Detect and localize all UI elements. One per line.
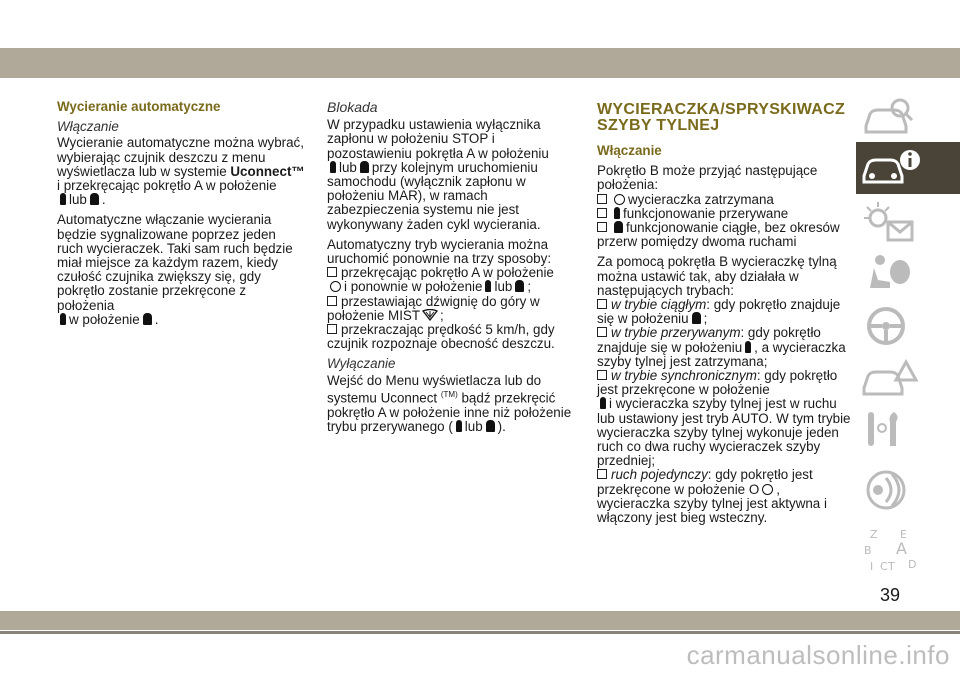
page-number: 39	[879, 585, 901, 605]
auto-blade-icon	[456, 420, 462, 432]
multimedia-icon[interactable]	[856, 464, 960, 516]
car-info-icon[interactable]	[856, 142, 960, 194]
list-item: w trybie przerywanym: gdy pokrętło znajduje się w położeniu , a wycieraczka szyby tylnej jest zatrzymana;	[597, 325, 846, 369]
list-item: przekręcając pokrętło A w położenie i ponownie w położenie lub ;	[327, 266, 577, 294]
index-letter-i: I	[870, 560, 874, 573]
bullet-box-icon	[597, 469, 607, 479]
auto-block-icon	[90, 193, 99, 205]
section-heading: Blokada	[327, 99, 378, 115]
section-heading: WYCIERACZKA/SPRYSKIWACZ SZYBY TYLNEJ	[597, 101, 846, 134]
mist-icon	[422, 309, 438, 321]
index-letter-z: Z	[870, 528, 878, 541]
index-letter-a: A	[896, 539, 907, 558]
list-item: funkcjonowanie ciągłe, bez okresów przerw pomiędzy dwoma ruchami	[597, 220, 840, 250]
warning-light-icon[interactable]	[856, 196, 960, 248]
auto-blade-icon	[60, 193, 66, 205]
bullet-box-icon	[327, 324, 337, 334]
tools-icon[interactable]	[856, 404, 960, 456]
bullet-box-icon	[597, 194, 607, 204]
blade-icon	[614, 207, 620, 219]
off-ring-icon	[762, 484, 773, 495]
paragraph: Automatyczne włączanie wycierania będzie sygnalizowane poprzez jeden ruch wycieraczek. Taki sam ruch będzie miał miejsce za każdym razem, kiedy czułość czujnika zwiększy się, gdy pokrętło zostanie przekręcone z położenia w położenie .	[57, 212, 293, 327]
index-letter-t: T	[888, 560, 895, 573]
off-ring-icon	[330, 281, 341, 292]
bullet-box-icon	[597, 222, 607, 232]
subheading: Włączanie	[597, 143, 662, 158]
index-letter-e: E	[900, 528, 907, 541]
blade-icon	[745, 341, 751, 353]
paragraph: W przypadku ustawienia wyłącznika zapłonu w położeniu STOP i pozostawieniu pokrętła A w położeniu lub przy kolejnym uruchomieniu samochodu (wyłącznik zapłonu w położeniu MAR), w ramach zabezpieczenia systemu nie jest wykonywany żaden cykl wycierania.	[327, 117, 549, 232]
car-search-icon[interactable]	[856, 92, 960, 144]
bullet-box-icon	[597, 208, 607, 218]
off-ring-icon	[614, 194, 625, 205]
auto-block-icon	[360, 161, 369, 173]
subheading: Włączanie	[57, 119, 119, 135]
subheading: Wyłączanie	[327, 356, 396, 372]
bullet-box-icon	[597, 370, 607, 380]
watermark: carmanualsonline.info	[686, 640, 950, 670]
list-item: funkcjonowanie przerywane	[597, 207, 851, 221]
block-icon	[614, 221, 623, 233]
steering-wheel-icon[interactable]	[856, 300, 960, 352]
auto-blade-icon	[485, 280, 491, 292]
brand-name: Uconnect™	[230, 163, 305, 179]
column-left	[57, 100, 305, 333]
list-item: przestawiając dźwignię do góry w położenie MIST ;	[327, 293, 540, 323]
paragraph: Wejść do Menu wyświetlacza lub do systemu Uconnect $^{(TM)}$ bądź przekręcić pokrętło A w położenie inne niż położenie trybu przerywanego ( lub ).	[327, 372, 572, 434]
bullet-box-icon	[327, 267, 337, 277]
list-item: w trybie ciągłym: gdy pokrętło znajduje się w położeniu ;	[597, 297, 841, 327]
blade-icon	[600, 397, 606, 409]
top-band	[0, 48, 960, 78]
paragraph: Pokrętło B może przyjąć następujące położenia:	[597, 163, 818, 193]
paragraph: Za pomocą pokrętła B wycieraczkę tylną można ustawić tak, aby działała w następujących trybach:	[597, 254, 837, 298]
bullet-box-icon	[597, 327, 607, 337]
column-middle	[327, 100, 577, 440]
auto-block-icon	[143, 313, 152, 325]
list-item: w trybie synchronicznym: gdy pokrętło jest przekręcone w położenie i wycieraczka szyby tylnej jest w ruchu lub ustawiony jest tryb AUTO. W tym trybie wycieraczka szyby tylnej wykonuje jeden ruch co dwa ruchy wycieraczek szyby przedniej;	[597, 368, 851, 469]
top-header	[0, 0, 960, 79]
bottom-band	[0, 611, 960, 630]
bullet-box-icon	[327, 296, 337, 306]
list-item: wycieraczka zatrzymana	[597, 193, 851, 207]
bullet-box-icon	[597, 299, 607, 309]
index-letters-icon[interactable]	[856, 524, 960, 576]
bottom-line	[0, 631, 960, 634]
list-item: ruch pojedynczy: gdy pokrętło jest przekręcone w położenie O , wycieraczka szyby tylnej jest aktywna i włączony jest bieg wsteczny.	[597, 467, 827, 526]
list-item: przekraczając prędkość 5 km/h, gdy czujnik rozpoznaje obecność deszczu.	[327, 322, 555, 352]
column-right	[597, 100, 851, 525]
paragraph: Automatyczny tryb wycierania można uruchomić ponownie na trzy sposoby:	[327, 236, 552, 267]
index-letter-d: D	[908, 558, 917, 571]
auto-blade-icon	[60, 313, 66, 325]
index-letter-b: B	[864, 544, 872, 557]
car-breakdown-icon[interactable]	[856, 352, 960, 404]
section-heading: Wycieranie automatyczne	[57, 99, 221, 114]
auto-block-icon	[515, 280, 524, 292]
index-letter-c: C	[880, 560, 888, 573]
paragraph: Wycieranie automatyczne można wybrać, wybierając czujnik deszczu z menu wyświetlacza lub w systemie Uconnect™ i przekręcając pokrętło A w położenie lub .	[57, 135, 305, 208]
auto-block-icon	[486, 420, 495, 432]
auto-blade-icon	[330, 161, 336, 173]
block-icon	[692, 312, 701, 324]
airbag-seat-icon[interactable]	[856, 248, 960, 300]
